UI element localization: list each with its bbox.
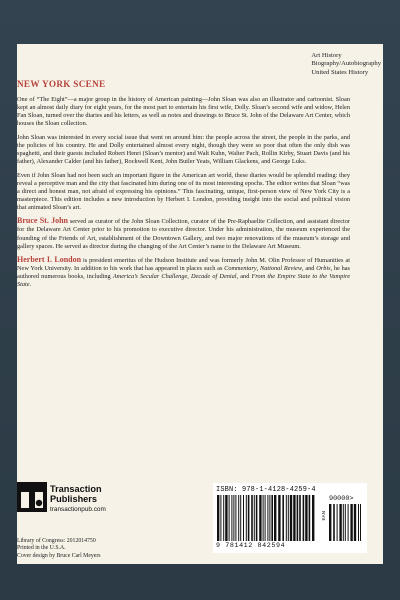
barcode-bar [329, 504, 331, 541]
description-paragraph: Even if John Sloan had not been such an important figure in the American art world, these diaries would be splendid reading: they reveal a perceptive man and the city that fascinated him during one of its most interesting epochs. The editor writes that Sloan “was a direct and honest man, not afraid of expressing his opinions.” This fascinating, unique, first-person view of New York City is a masterpiece. This edition includes a new introduction by Herbert I. London, providing insight into the social and political vision that animated Sloan’s art. [17, 171, 350, 211]
ean-label: EAN [321, 511, 326, 521]
description-paragraph: One of “The Eight”—a major group in the history of American painting—John Sloan was also an illustrator and cartoonist. Sloan kept an almost daily diary for eight years, for the most part to entertain his first wife, Dolly. Sloan’s second wife and widow, Helen Fan Sloan, turned over the diaries and his letters, as well as notes and drawings to Bruce St. John of the Delaware Art Center, which houses the Sloan collection. [17, 96, 350, 128]
barcode-bar [240, 495, 241, 541]
publication-title: Orbis [316, 265, 331, 273]
barcode-bar [271, 495, 273, 541]
publisher-name-line2: Publishers [50, 494, 97, 504]
ean-digits: 9 781412 842594 [216, 542, 286, 550]
barcode-bar [217, 495, 219, 541]
barcode-bar [354, 504, 356, 541]
barcode-bar [220, 495, 221, 541]
barcode-bar [305, 495, 307, 541]
barcode-bar [223, 495, 224, 541]
price-addon-bars [329, 504, 363, 541]
publisher-name-block [50, 484, 106, 514]
lccn: Library of Congress: 2012014750 [17, 538, 96, 544]
book-title: From the Empire State to the Vampire State [17, 273, 350, 289]
bio-herbert-london [17, 256, 350, 289]
barcode-bar [286, 495, 287, 541]
barcode-bar [263, 495, 264, 541]
bio-text: , [256, 265, 261, 273]
barcode-bar [233, 495, 234, 541]
barcode-bar [339, 504, 341, 541]
publication-title: National Review [260, 265, 303, 273]
description-paragraph: John Sloan was interested in every social issue that went on around him: the people across the street, the people in the parks, and the policies of his country. He and Dolly entertained almost every night, though they were so poor that often the only dish was spaghetti, and their guests included Robert Henri (Sloan’s mentor) and Walt Kuhn, Walter Pach, Rollin Kirby, Stuart Davis (and his father), Alexander Calder (and his father), Rockwell Kent, John Butler Yeats, William Glackens, and George Luks. [17, 133, 350, 166]
bio-name: Herbert I. London [17, 255, 82, 265]
barcode-bar [293, 495, 295, 541]
publisher-logo [17, 482, 137, 520]
subject-categories [311, 52, 381, 77]
barcode-bar [348, 504, 349, 541]
barcode-bar [278, 495, 280, 541]
barcode-bar [238, 495, 239, 541]
barcode-bar [297, 495, 299, 541]
bio-text: , he has authored numerous books, including [17, 265, 350, 281]
barcode-bar [358, 504, 359, 541]
barcode-bar [360, 504, 361, 541]
barcode-bar [225, 495, 227, 541]
barcode-bar [274, 495, 276, 541]
category-art-history: Art History [311, 52, 342, 59]
barcode-bar [259, 495, 261, 541]
bio-name: Bruce St. John [17, 216, 68, 226]
book-title: Decade of Denial [191, 273, 237, 281]
barcode-bar [229, 495, 230, 541]
price-addon-code: 90000> [329, 495, 354, 503]
barcode-bar [312, 495, 314, 541]
barcode-bar [290, 495, 292, 541]
publisher-url[interactable]: transactionpub.com [50, 506, 106, 513]
barcode-bar [333, 504, 335, 541]
bio-text: served as curator of the John Sloan Collection, curator of the Pre-Raphaelite Collection, and assistant director for the Delaware Art Center prior to his promotion to executive director. Under his administration, the museum experienced the founding of the Friends of Art, establishment of the Downtown Gallery, and two major renovations of the museum’s storage and gallery spaces. He served as director during the changing of the Art Center’s name to the Delaware Art Museum. [17, 218, 351, 250]
isbn-barcode [213, 483, 367, 553]
barcode-bar [231, 495, 232, 541]
category-biography: Biography/Autobiography [311, 60, 381, 68]
printed-in: Printed in the U.S.A. [17, 545, 66, 552]
barcode-bar [254, 495, 255, 541]
barcode-bar [337, 504, 338, 541]
barcode-bar [345, 504, 346, 541]
barcode-bar [309, 495, 311, 541]
barcode-bar [299, 495, 301, 541]
publication-title: Commentary [224, 265, 257, 273]
colophon [17, 538, 101, 560]
bio-text: , and [236, 273, 252, 281]
bio-bruce-st-john [17, 217, 350, 250]
bio-text: . [29, 281, 32, 289]
category-us-history: United States History [311, 68, 369, 76]
barcode-bar [303, 495, 305, 541]
barcode-bar [343, 504, 344, 541]
barcode-bar [246, 495, 247, 541]
barcode-bar [248, 495, 250, 541]
bio-text: is president emeritus of the Hudson Institute and was formerly John M. Olin Professor of Humanities at New York University. In addition to his work that has appeared in places such as [17, 257, 350, 273]
barcode-bar [256, 495, 258, 541]
barcode-bar [235, 495, 236, 541]
barcode-bar [265, 495, 266, 541]
barcode-bar [288, 495, 289, 541]
barcode-bar [267, 495, 268, 541]
book-title-heading: NEW YORK SCENE [17, 79, 106, 89]
bio-text: , and [302, 265, 317, 273]
barcode-bar [269, 495, 270, 541]
barcode-bar [243, 495, 244, 541]
description-body [17, 96, 350, 295]
barcode-bar [282, 495, 284, 541]
isbn-number: ISBN: 978-1-4128-4259-4 [216, 486, 316, 494]
publisher-name-line1: Transaction [50, 484, 102, 494]
barcode-bar [350, 504, 352, 541]
transaction-publishers-logo-icon [17, 482, 47, 512]
book-title: America’s Secular Challenge [112, 273, 188, 281]
barcode-bar [251, 495, 253, 541]
ean-barcode-bars [217, 495, 317, 541]
cover-design-credit: Cover design by Bruce Carl Meyers [17, 552, 101, 559]
bio-text: , [187, 273, 191, 281]
